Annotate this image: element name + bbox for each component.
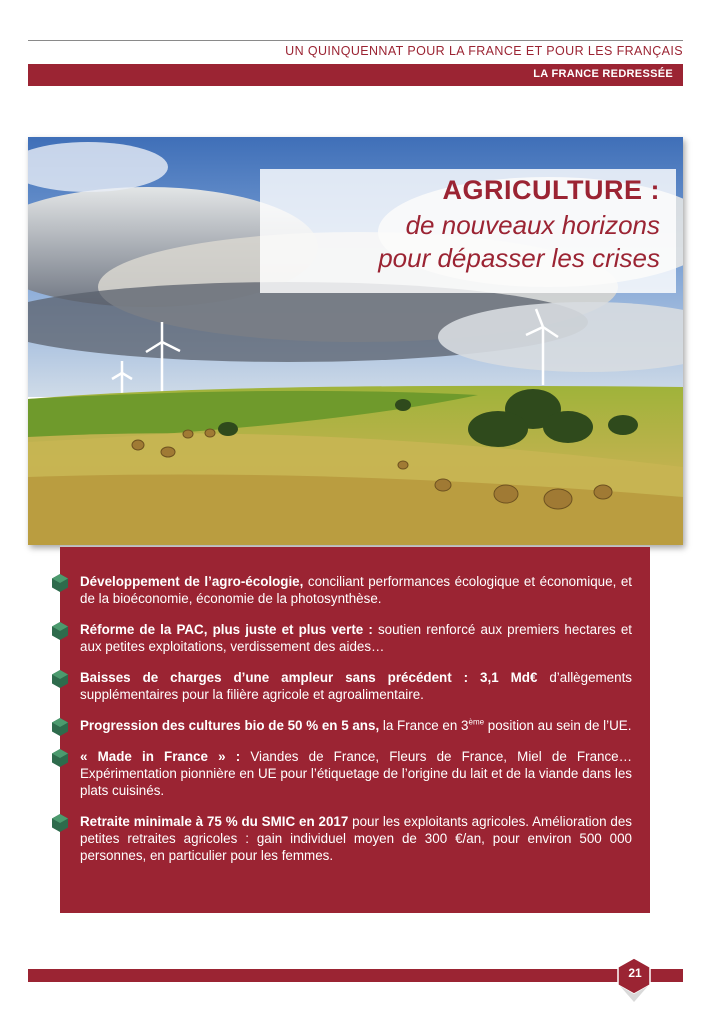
page-number: 21 xyxy=(628,966,642,980)
bullet-text: soutien renforcé aux premiers hectares et aux petites exploitations, verdissement des aides… xyxy=(80,622,633,654)
hexagon-bullet-icon xyxy=(50,669,70,689)
footer-band xyxy=(28,969,683,982)
bullet-text-continued: position au sein de l’UE. xyxy=(484,718,632,733)
bullet-heading: Développement de l’agro-écologie, xyxy=(80,574,304,589)
bullet-heading: Réforme de la PAC, plus juste et plus verte : xyxy=(80,622,373,637)
hexagon-bullet-icon xyxy=(50,573,70,593)
hexagon-bullet-icon xyxy=(50,621,70,641)
ordinal-suffix: ème xyxy=(468,717,485,727)
page-badge-icon xyxy=(614,956,662,1004)
bullet-text: conciliant performances écologique et économique, et de la bioéconomie, économie de la photosynthèse. xyxy=(80,574,632,606)
hexagon-bullet-icon xyxy=(50,717,70,737)
bullet-text: la France en 3 xyxy=(379,718,469,733)
list-item xyxy=(50,669,632,703)
bullet-heading: Baisses de charges d’une ampleur sans précédent : 3,1 Md€ xyxy=(80,670,538,685)
hexagon-bullet-icon xyxy=(50,813,70,833)
section-band xyxy=(28,64,683,86)
title-overlay xyxy=(260,169,676,293)
header-kicker: UN QUINQUENNAT POUR LA FRANCE ET POUR LES FRANÇAIS xyxy=(285,44,683,58)
list-item xyxy=(50,621,632,655)
list-item xyxy=(50,717,632,734)
list-item xyxy=(50,813,632,864)
subtitle-line-2: pour dépasser les crises xyxy=(378,243,660,273)
bullet-heading: Progression des cultures bio de 50 % en 5 ans, xyxy=(80,718,380,733)
bullet-text: d’allègements supplémentaires pour la filière agricole et agroalimentaire. xyxy=(80,670,632,702)
page-subtitle xyxy=(378,209,660,275)
hero-photo xyxy=(28,137,683,545)
bullet-text: pour les exploitants agricoles. Amélioration des petites retraites agricoles : gain individuel moyen de 300 €/an, pour environ 500 000 personnes, en particulier pour les femmes. xyxy=(80,814,632,863)
bullet-heading: Retraite minimale à 75 % du SMIC en 2017 xyxy=(80,814,349,829)
hexagon-bullet-icon xyxy=(50,748,70,768)
page-title: AGRICULTURE : xyxy=(442,175,660,205)
list-item xyxy=(50,748,632,799)
bullet-list xyxy=(50,573,632,878)
bullet-heading: « Made in France » : xyxy=(80,749,241,764)
list-item xyxy=(50,573,632,607)
subtitle-line-1: de nouveaux horizons xyxy=(405,210,660,240)
bullet-text: Viandes de France, Fleurs de France, Miel de France… Expérimentation pionnière en UE pour l’étiquetage de l’origine du lait et de la viande dans les plats cuisinés. xyxy=(80,749,632,798)
header-rule xyxy=(28,40,683,41)
section-label: LA FRANCE REDRESSÉE xyxy=(533,68,673,80)
